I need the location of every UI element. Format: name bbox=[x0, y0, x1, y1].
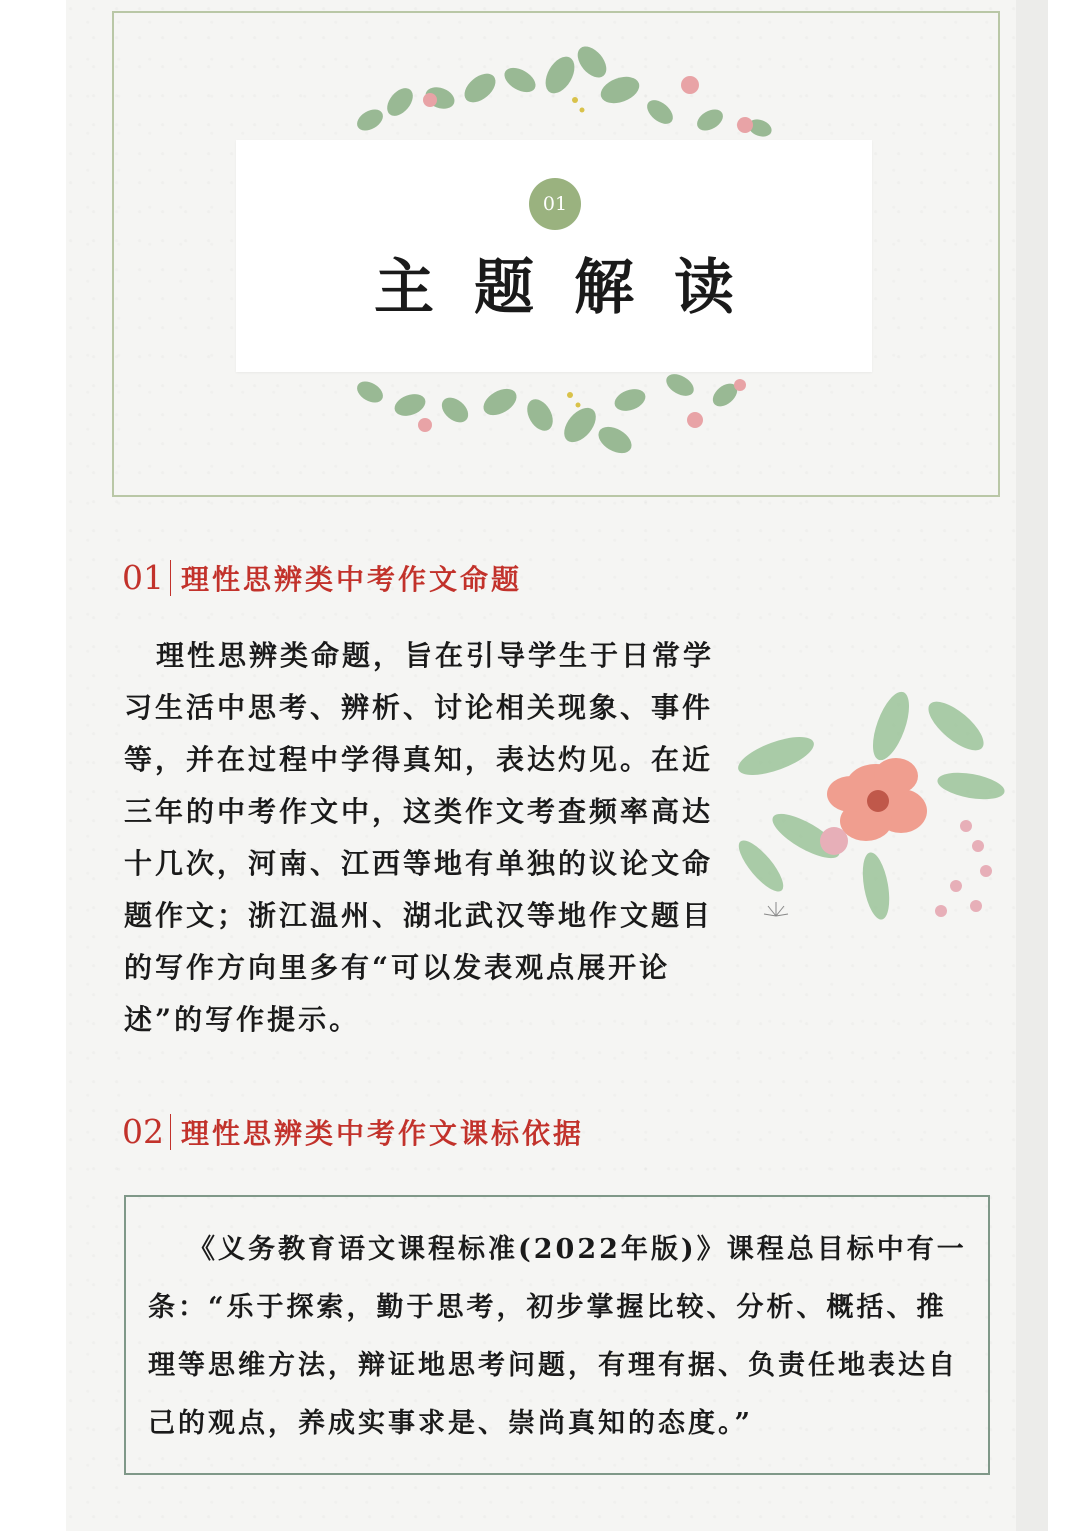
section-heading-1 bbox=[122, 556, 522, 600]
section-heading-2 bbox=[122, 1110, 584, 1154]
section-number-badge: 01 bbox=[529, 178, 581, 230]
title-card bbox=[236, 140, 872, 372]
curriculum-quote-text: 《义务教育语文课程标准(2022年版)》课程总目标中有一条：“乐于探索，勤于思考，初步掌握比较、分析、概括、推理等思维方法，辩证地思考问题，有理有据、负责任地表达自己的观点，养成实事求是、崇尚真知的态度。” bbox=[148, 1234, 967, 1439]
flower-illustration bbox=[716, 686, 1016, 946]
curriculum-quote-box bbox=[124, 1195, 990, 1475]
section-1-number: 01 bbox=[122, 560, 171, 596]
page-title: 主题解读 bbox=[374, 253, 774, 323]
section-1-title: 理性思辨类中考作文命题 bbox=[181, 563, 523, 596]
section-2-title: 理性思辨类中考作文课标依据 bbox=[181, 1117, 585, 1150]
section-1-body: 理性思辨类命题，旨在引导学生于日常学习生活中思考、辨析、讨论相关现象、事件等，并在过程中学得真知，表达灼见。在近三年的中考作文中，这类作文考查频率高达十几次，河南、江西等地有单独的议论文命题作文；浙江温州、湖北武汉等地作文题目的写作方向里多有“可以发表观点展开论述”的写作提示。 bbox=[124, 639, 715, 1036]
section-2-number: 02 bbox=[122, 1114, 171, 1150]
